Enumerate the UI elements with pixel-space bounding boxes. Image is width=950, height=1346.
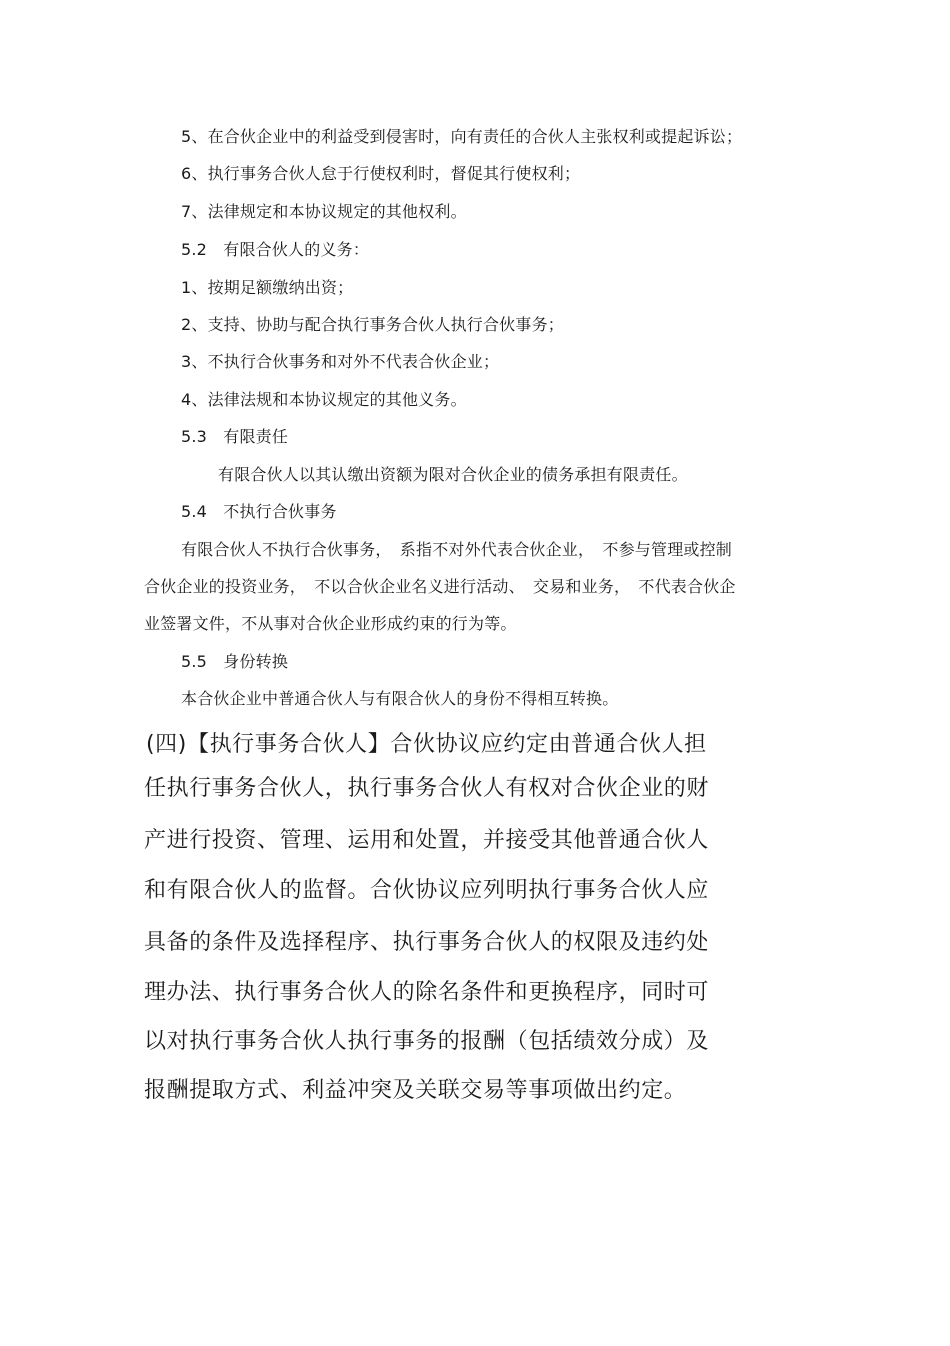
section-heading-5-4: 5.4 不执行合伙事务 bbox=[181, 502, 337, 521]
right-item-6: 6、执行事务合伙人怠于行使权利时，督促其行使权利； bbox=[181, 164, 581, 183]
section-5-5-body: 本合伙企业中普通合伙人与有限合伙人的身份不得相互转换。 bbox=[181, 689, 619, 708]
section-heading-5-3: 5.3 有限责任 bbox=[181, 427, 289, 446]
section-heading-5-2: 5.2 有限合伙人的义务： bbox=[181, 240, 370, 259]
executive-partner-paragraph-line-7: 以对执行事务合伙人执行事务的报酬（包括绩效分成）及 bbox=[144, 1029, 710, 1054]
executive-partner-paragraph-line-4: 和有限合伙人的监督。合伙协议应列明执行事务合伙人应 bbox=[144, 878, 710, 903]
duty-item-4: 4、法律法规和本协议规定的其他义务。 bbox=[181, 390, 467, 409]
duty-item-3: 3、不执行合伙事务和对外不代表合伙企业； bbox=[181, 352, 500, 371]
executive-partner-paragraph-line-2: 任执行事务合伙人，执行事务合伙人有权对合伙企业的财 bbox=[144, 776, 710, 801]
executive-partner-paragraph-line-6: 理办法、执行事务合伙人的除名条件和更换程序，同时可 bbox=[144, 980, 710, 1005]
section-5-3-body: 有限合伙人以其认缴出资额为限对合伙企业的债务承担有限责任。 bbox=[218, 465, 688, 484]
duty-item-2: 2、支持、协助与配合执行事务合伙人执行合伙事务； bbox=[181, 315, 564, 334]
right-item-5: 5、在合伙企业中的利益受到侵害时，向有责任的合伙人主张权利或提起诉讼； bbox=[181, 127, 743, 146]
section-5-4-body-line-2: 合伙企业的投资业务， 不以合伙企业名义进行活动、 交易和业务， 不代表合伙企 bbox=[144, 577, 736, 596]
duty-item-1: 1、按期足额缴纳出资； bbox=[181, 278, 354, 297]
section-5-4-body-line-3: 业签署文件，不从事对合伙企业形成约束的行为等。 bbox=[144, 614, 517, 633]
executive-partner-paragraph-line-5: 具备的条件及选择程序、执行事务合伙人的权限及违约处 bbox=[144, 930, 710, 955]
right-item-7: 7、法律规定和本协议规定的其他权利。 bbox=[181, 202, 467, 221]
executive-partner-paragraph-line-8: 报酬提取方式、利益冲突及关联交易等事项做出约定。 bbox=[144, 1078, 687, 1103]
section-heading-5-5: 5.5 身份转换 bbox=[181, 652, 289, 671]
executive-partner-paragraph-line-1: (四)【执行事务合伙人】合伙协议应约定由普通合伙人担 bbox=[146, 732, 707, 757]
executive-partner-paragraph-line-3: 产进行投资、管理、运用和处置，并接受其他普通合伙人 bbox=[144, 828, 710, 853]
section-5-4-body-line-1: 有限合伙人不执行合伙事务， 系指不对外代表合伙企业， 不参与管理或控制 bbox=[181, 540, 733, 559]
